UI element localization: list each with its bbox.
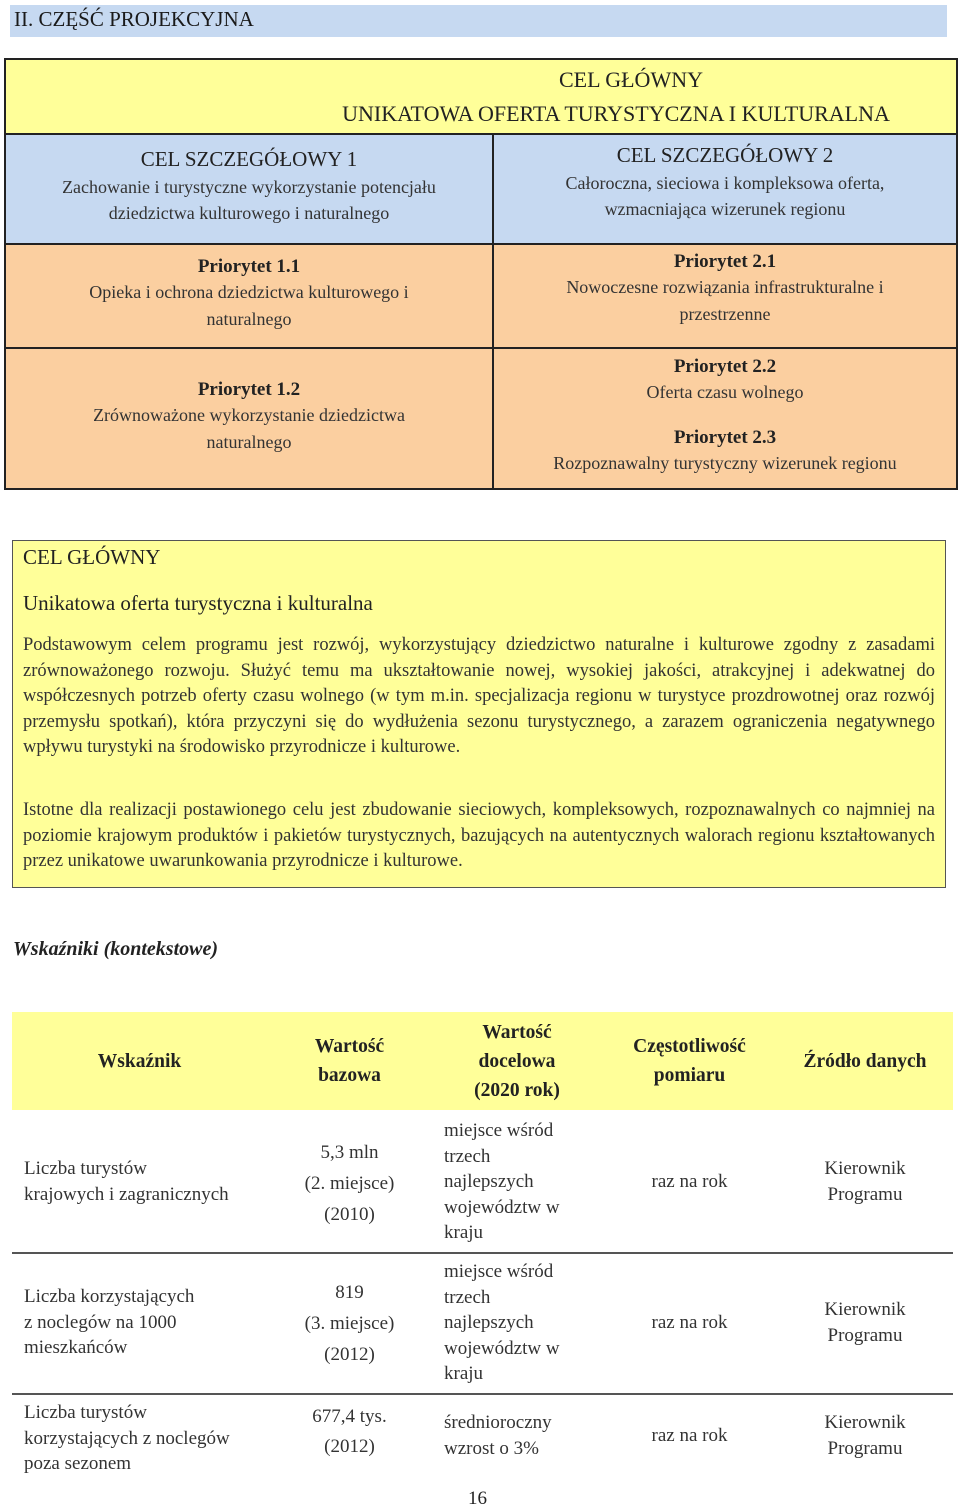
main-goal-header xyxy=(6,60,956,135)
priority-2-2: Priorytet 2.2 Oferta czasu wolnego xyxy=(646,356,804,402)
specific-goal-1-desc: Zachowanie i turystyczne wykorzystanie potencjału dziedzictwa kulturowego i naturalnego xyxy=(62,177,436,223)
header-frequency: Częstotliwość pomiaru xyxy=(633,1036,746,1086)
page-number: 16 xyxy=(468,1488,487,1509)
section-header-bar xyxy=(10,5,947,37)
row-target-value: miejsce wśród trzech najlepszych województw w kraju xyxy=(444,1120,560,1243)
priorities-goal-1 xyxy=(6,243,494,488)
row-base-value: 677,4 tys. (2012) xyxy=(312,1406,387,1457)
row-indicator: Liczba turystów krajowych i zagranicznych xyxy=(24,1158,229,1205)
indicators-heading: Wskaźniki (kontekstowe) xyxy=(13,938,219,960)
goals-diagram xyxy=(4,58,958,490)
row-indicator: Liczba turystów korzystających z noclegów poza sezonem xyxy=(24,1402,230,1474)
main-goal-paragraph-1: Podstawowym celem programu jest rozwój, wykorzystujący dziedzictwo naturalne i kulturowe zgodny z zasadami zrównoważonego rozwoju. Służyć temu ma ukształtowanie nowej, wysokiej jakości, atrakcyjnej i adekwatnej do współczesnych potrzeb oferty czasu wolnego (w tym m.in. specjalizacja regionu w turystyce prozdrowotnej oraz rozwój przemysłu spotkań), która przyczyni się do wydłużenia sezonu turystycznego, a zarazem ograniczenia negatywnego wpływu turystyki na środowisko przyrodnicze i kulturowe. xyxy=(23,635,935,757)
divider xyxy=(6,347,494,349)
header-indicator: Wskaźnik xyxy=(97,1050,182,1072)
main-goal-name: UNIKATOWA OFERTA TURYSTYCZNA I KULTURALNA xyxy=(342,101,890,126)
main-goal-box xyxy=(12,540,946,888)
section-title: II. CZĘŚĆ PROJEKCYJNA xyxy=(14,7,254,31)
indicators-table-header xyxy=(12,1012,953,1110)
header-target-value: Wartość docelowa (2020 rok) xyxy=(474,1021,560,1101)
priority-1-1: Priorytet 1.1 Opieka i ochrona dziedzictwa kulturowego i naturalnego xyxy=(89,256,409,329)
main-goal-label: CEL GŁÓWNY xyxy=(559,67,703,92)
row-frequency: raz na rok xyxy=(651,1425,728,1446)
main-goal-box-subtitle: Unikatowa oferta turystyczna i kulturalna xyxy=(23,591,373,615)
divider xyxy=(494,347,956,349)
header-base-value: Wartość bazowa xyxy=(314,1036,385,1086)
priorities-goal-2 xyxy=(494,243,956,488)
row-frequency: raz na rok xyxy=(651,1312,728,1333)
specific-goal-1 xyxy=(6,135,494,243)
table-row xyxy=(12,1112,953,1252)
main-goal-box-title: CEL GŁÓWNY xyxy=(23,545,161,569)
main-goal-paragraph-2: Istotne dla realizacji postawionego celu jest zbudowanie sieciowych, kompleksowych, rozpoznawalnych co najmniej na poziomie krajowym produktów i pakietów turystycznych, bazujących na autentycznych walorach regionu kształtowanych przez unikatowe uwarunkowania przyrodnicze i kulturowe. xyxy=(23,800,935,871)
divider xyxy=(494,243,956,245)
row-frequency: raz na rok xyxy=(651,1171,728,1192)
specific-goal-2-title: CEL SZCZEGÓŁOWY 2 xyxy=(616,143,834,167)
specific-goal-2 xyxy=(494,135,956,243)
priority-2-3: Priorytet 2.3 Rozpoznawalny turystyczny wizerunek regionu xyxy=(553,427,897,473)
specific-goal-1-title: CEL SZCZEGÓŁOWY 1 xyxy=(140,147,358,171)
table-row xyxy=(12,1253,953,1393)
table-row xyxy=(12,1394,953,1484)
specific-goal-2-desc: Całoroczna, sieciowa i kompleksowa oferta, wzmacniająca wizerunek regionu xyxy=(565,173,885,219)
row-base-value: 5,3 mln (2. miejsce) (2010) xyxy=(304,1142,395,1225)
divider xyxy=(6,243,494,245)
row-target-value: średnioroczny wzrost o 3% xyxy=(444,1412,552,1459)
header-source: Źródło danych xyxy=(803,1050,927,1072)
row-source: Kierownik Programu xyxy=(824,1158,906,1205)
row-source: Kierownik Programu xyxy=(824,1412,906,1459)
row-target-value: miejsce wśród trzech najlepszych województw w kraju xyxy=(444,1261,560,1384)
row-source: Kierownik Programu xyxy=(824,1299,906,1346)
priority-1-2: Priorytet 1.2 Zrównoważone wykorzystanie dziedzictwa naturalnego xyxy=(93,379,405,452)
row-indicator: Liczba korzystających z noclegów na 1000 mieszkańców xyxy=(24,1286,195,1358)
priority-2-1: Priorytet 2.1 Nowoczesne rozwiązania infrastrukturalne i przestrzenne xyxy=(566,251,884,324)
row-base-value: 819 (3. miejsce) (2012) xyxy=(304,1282,395,1365)
